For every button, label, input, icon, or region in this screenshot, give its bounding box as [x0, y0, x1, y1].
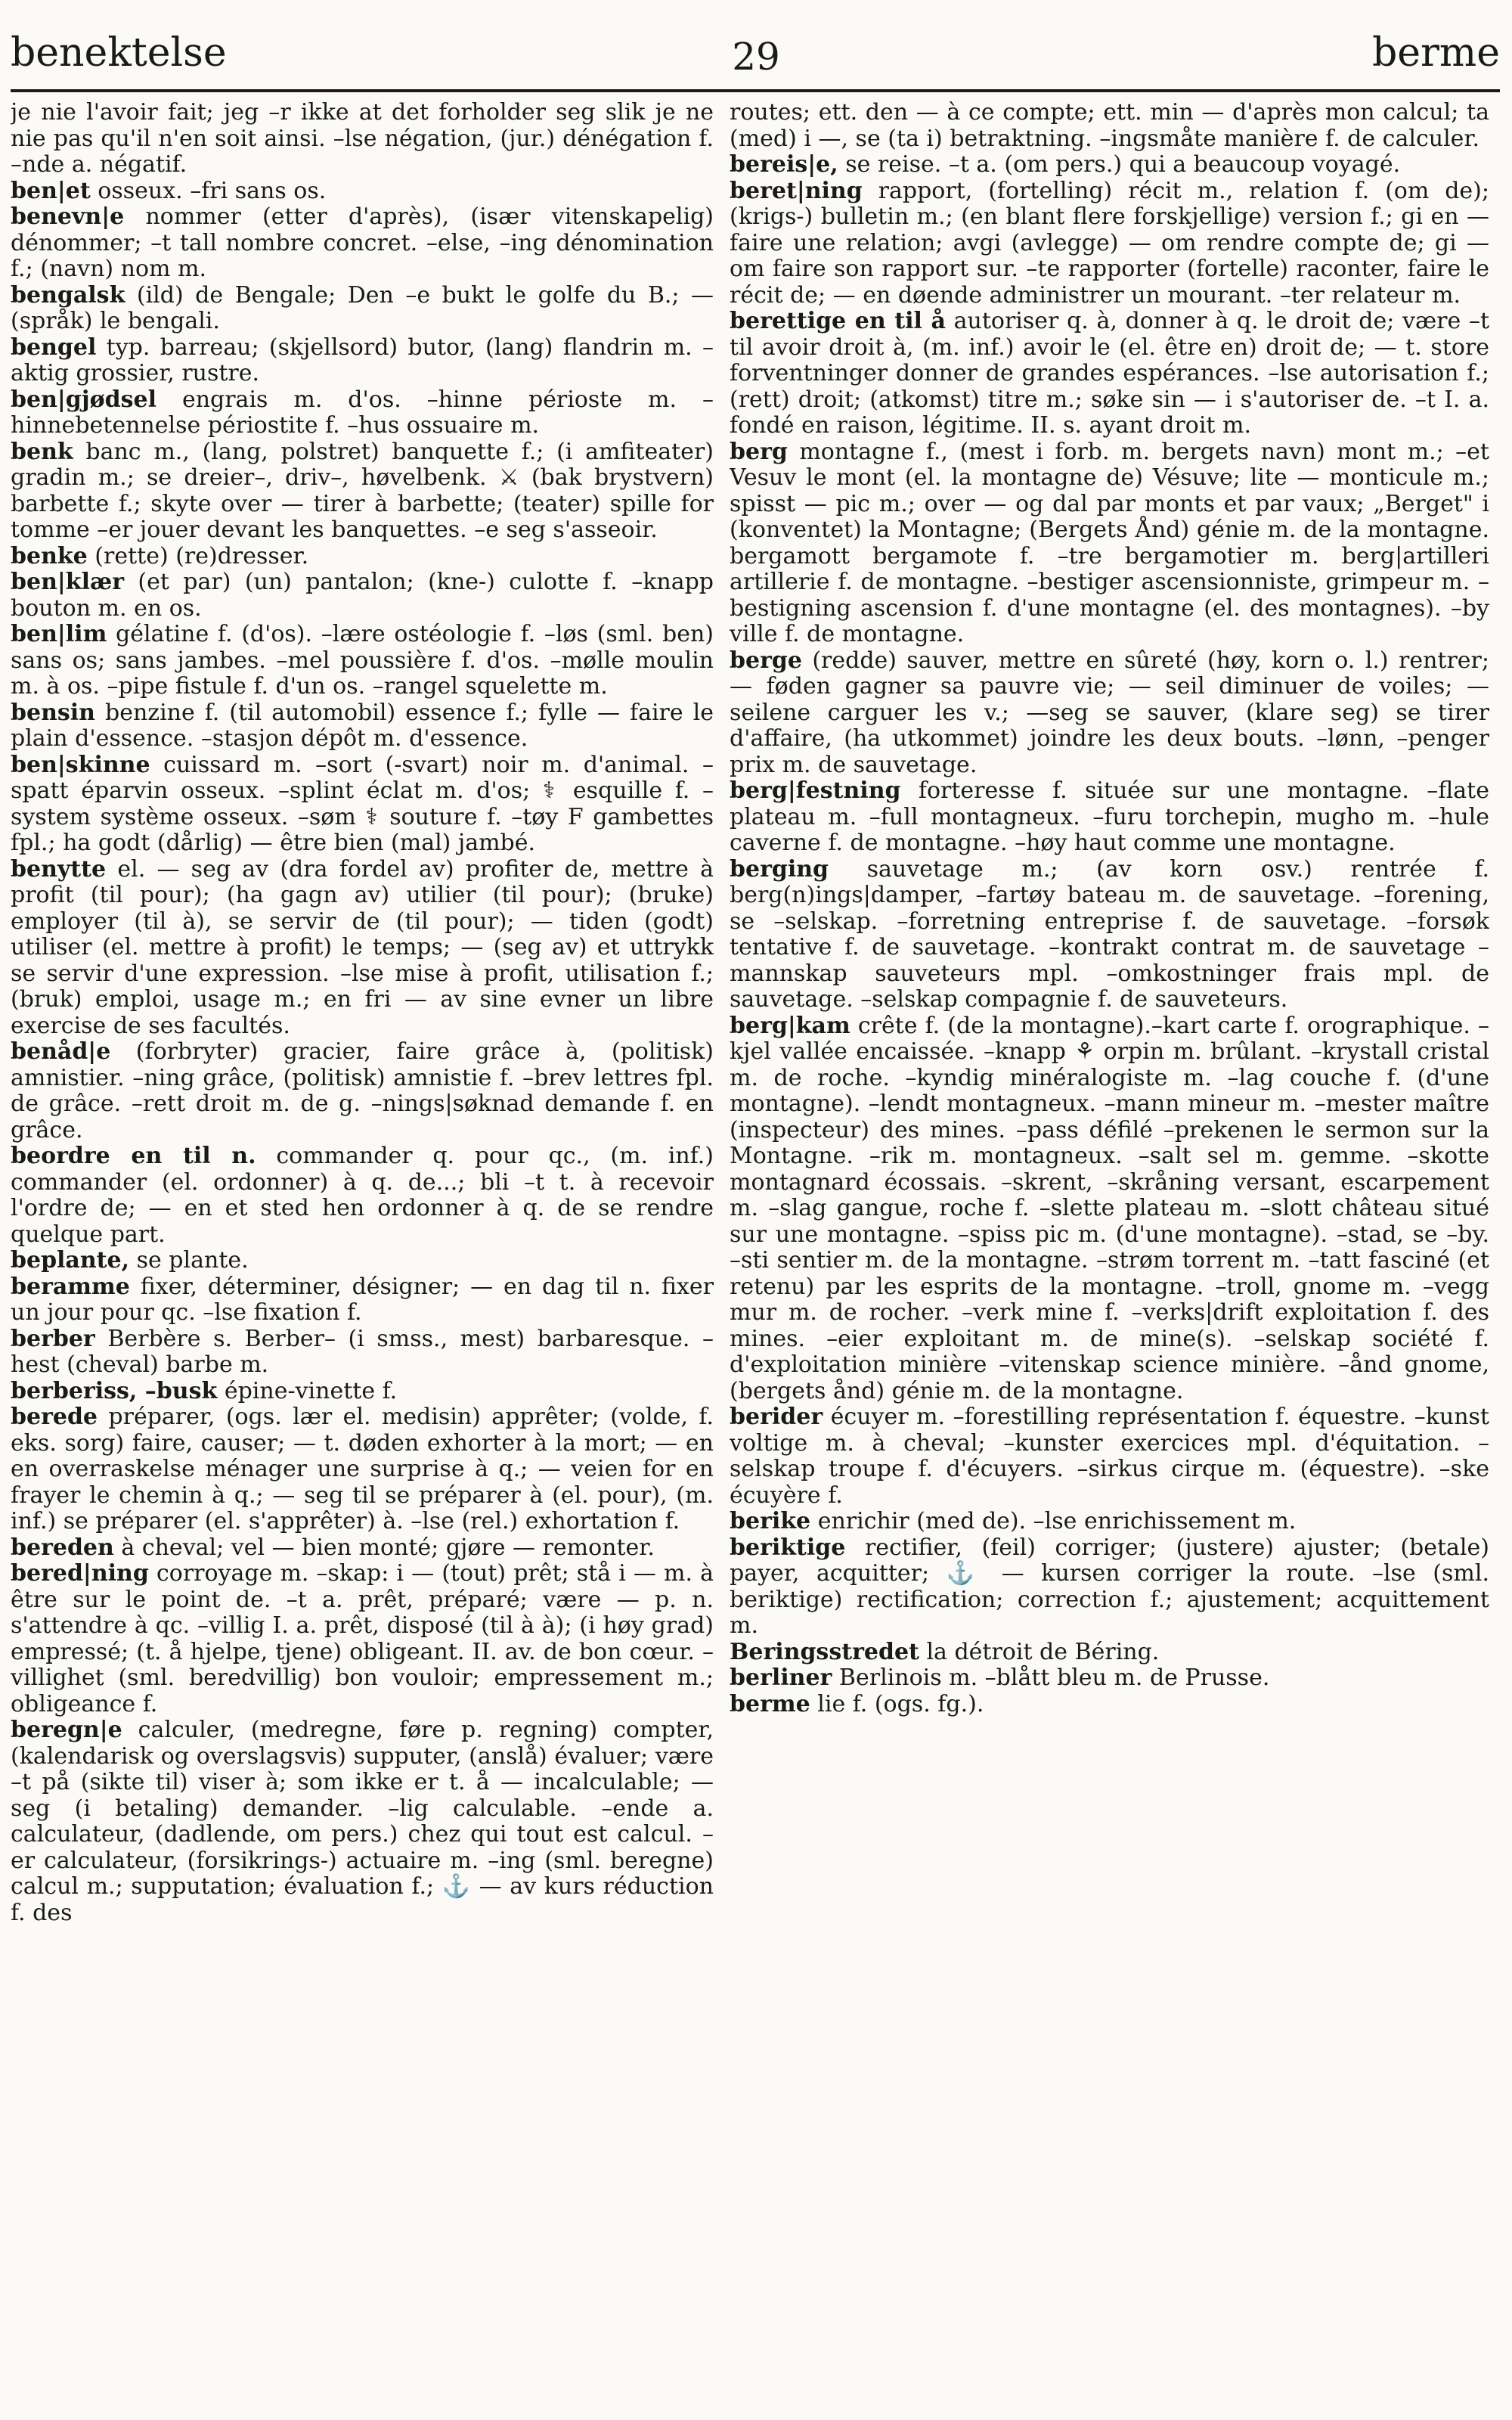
entry-definition: sauvetage m.; (av korn osv.) rentrée f. berg(n)ings|damper, –fartøy bateau m. de sauvetage. –forening, se –selskap. –forretning entreprise f. de sauvetage. –forsøk tentative f. de sauvetage. –kontrakt contrat m. de sauvetage –mannskap sauveteurs mpl. –omkostninger frais mpl. de sauvetage. –selskap compagnie f. de sauveteurs.: [730, 855, 1489, 1013]
entry-headword: berg|kam: [730, 1012, 850, 1039]
header-rule: [11, 89, 1500, 92]
entry-definition: Berbère s. Berber– (i smss., mest) barbaresque. –hest (cheval) barbe m.: [11, 1325, 714, 1378]
dictionary-entry: [730, 1665, 1489, 1692]
entry-definition: cuissard m. –sort (-svart) noir m. d'animal. –spatt éparvin osseux. –splint éclat m. d'os; ⚕ esquille f. –system système osseux. –søm ⚕ souture f. –tøy F gambettes fpl.; ha godt (dårlig) — être bien (mal) jambé.: [11, 751, 714, 856]
entry-definition: Berlinois m. –blått bleu m. de Prusse.: [838, 1665, 1270, 1691]
right-column: [730, 100, 1489, 2361]
entry-definition: je nie l'avoir fait; jeg –r ikke at det forholder seg slik je ne nie pas qu'il n'en soit ainsi. –lse négation, (jur.) dénégation f. –nde a. négatif.: [11, 100, 714, 178]
entry-headword: ben|gjødsel: [11, 386, 156, 413]
dictionary-entry: [11, 283, 714, 335]
entry-headword: beregn|e: [11, 1717, 122, 1743]
entry-headword: benk: [11, 438, 73, 465]
entry-headword: berme: [730, 1690, 810, 1717]
entry-definition: fixer, déterminer, désigner; — en dag til n. fixer un jour pour qc. –lse fixation f.: [11, 1273, 714, 1326]
entry-definition: benzine f. (til automobil) essence f.; fylle — faire le plain d'essence. –stasjon dépôt m. d'essence.: [11, 699, 714, 752]
entry-definition: (ild) de Bengale; Den –e bukt le golfe du B.; — (språk) le bengali.: [11, 281, 714, 334]
entry-definition: préparer, (ogs. lær el. medisin) apprêter; (volde, f. eks. sorg) faire, causer; — t. døden exhorter à la mort; — en en overraskelse ménager une surprise à q.; — veien for en frayer le chemin à q.; — seg til se préparer à (el. pour), (m. inf.) se préparer (el. s'apprêter) à. –lse (rel.) exhortation f.: [11, 1404, 714, 1534]
entry-definition: nommer (etter d'après), (især vitenskapelig) dénommer; –t tall nombre concret. –else, –ing dénomination f.; (navn) nom m.: [11, 203, 714, 282]
dictionary-entry: [730, 778, 1489, 857]
dictionary-entry: [11, 752, 714, 857]
entry-headword: beriktige: [730, 1534, 846, 1561]
dictionary-entry: [730, 1404, 1489, 1509]
entry-headword: bengel: [11, 334, 97, 361]
entry-definition: calculer, (medregne, føre p. regning) compter, (kalendarisk og overslagsvis) supputer, (anslå) évaluer; være –t på (sikte til) viser à; som ikke er t. å — incalculable; — seg (i betaling) demander. –lig calculable. –ende a. calculateur, (dadlende, om pers.) chez qui tout est calcul. –er calculateur, (forsikrings-) actuaire m. –ing (sml. beregne) calcul m.; supputation; évaluation f.; ⚓ — av kurs réduction f. des: [11, 1717, 714, 1926]
entry-definition: commander q. pour qc., (m. inf.) commander (el. ordonner) à q. de...; bli –t t. à recevoir l'ordre de; — en et sted hen ordonner à q. de se rendre quelque part.: [11, 1143, 714, 1248]
dictionary-entry: [11, 1535, 714, 1562]
dictionary-entry: [11, 204, 714, 283]
page-header: [0, 0, 1512, 91]
entry-headword: berg|festning: [730, 777, 901, 804]
entry-headword: benke: [11, 542, 88, 569]
dictionary-entry: [11, 1248, 714, 1274]
entry-headword: berging: [730, 855, 829, 883]
dictionary-entry: [11, 178, 714, 205]
entry-definition: lie f. (ogs. fg.).: [817, 1690, 984, 1717]
dictionary-entry: [11, 1561, 714, 1717]
dictionary-entry: [730, 439, 1489, 648]
entry-definition: crête f. (de la montagne).–kart carte f. orographique. –kjel vallée encaissée. –knapp ⚘ orpin m. brûlant. –krystall cristal m. de roche. –kyndig minéralogiste m. –lag couche f. (d'une montagne). –lendt montagneux. –mann mineur m. –mester maître (inspecteur) des mines. –pass défilé –prekenen le sermon sur la Montagne. –rik m. montagneux. –salt sel m. gemme. –skotte montagnard écossais. –skrent, –skråning versant, escarpement m. –slag gangue, roche f. –slette plateau m. –slott château situé sur une montagne. –spiss pic m. (d'une montagne). –stad, se –by. –sti sentier m. de la montagne. –strøm torrent m. –tatt fasciné (et retenu) par les esprits de la montagne. –troll, gnome m. –vegg mur m. de rocher. –verk mine f. –verks|drift exploitation f. des mines. –eier exploitant m. de mine(s). –selskap société f. d'exploitation minière –vitenskap science minière. –ånd gnome, (bergets ånd) génie m. de la montagne.: [730, 1012, 1489, 1404]
dictionary-entry: [11, 1274, 714, 1326]
entry-definition: el. — seg av (dra fordel av) profiter de, mettre à profit (til pour); (ha gagn av) utilier (til pour); (bruke) employer (til à), se servir de (til pour); — tiden (godt) utiliser (el. mettre à profit) le temps; — (seg av) et uttrykk se servir d'une expression. –lse mise à profit, utilisation f.; (bruk) emploi, usage m.; en fri — av sine evner un libre exercise de ses facultés.: [11, 855, 714, 1039]
entry-definition: écuyer m. –forestilling représentation f. équestre. –kunst voltige m. à cheval; –kunster exercices mpl. d'équitation. –selskap troupe f. d'écuyers. –sirkus cirque m. (équestre). –ske écuyère f.: [730, 1404, 1489, 1509]
entry-headword: beplante,: [11, 1247, 130, 1274]
entry-headword: bereden: [11, 1534, 114, 1561]
entry-headword: berettige en til å: [730, 308, 946, 334]
entry-headword: berliner: [730, 1665, 832, 1691]
running-head-right: berme: [1372, 30, 1500, 76]
dictionary-entry: [11, 1379, 714, 1405]
entry-definition: routes; ett. den — à ce compte; ett. min — d'après mon calcul; ta (med) i —, se (ta i) betraktning. –ingsmåte manière f. de calculer.: [730, 100, 1489, 152]
entry-headword: bensin: [11, 699, 95, 726]
entry-definition: rectifier, (feil) corriger; (justere) ajuster; (betale) payer, acquitter; ⚓ — kursen corriger la route. –lse (sml. beriktige) rectification; correction f.; ajustement; acquittement m.: [730, 1534, 1489, 1639]
entry-definition: épine-vinette f.: [224, 1377, 398, 1404]
entry-definition: (forbryter) gracier, faire grâce à, (politisk) amnistier. –ning grâce, (politisk) amnistie f. –brev lettres fpl. de grâce. –rett droit m. de g. –nings|søknad demande f. en grâce.: [11, 1038, 714, 1143]
dictionary-entry: [730, 309, 1489, 439]
dictionary-entry: [730, 100, 1489, 152]
dictionary-entry: [11, 1404, 714, 1535]
running-head-left: benektelse: [11, 30, 227, 76]
entry-definition: la détroit de Béring.: [926, 1638, 1160, 1665]
entry-headword: berber: [11, 1325, 95, 1352]
dictionary-entry: [730, 1509, 1489, 1535]
dictionary-entry: [11, 1326, 714, 1379]
dictionary-entry: [730, 857, 1489, 1013]
entry-headword: bereis|e,: [730, 151, 838, 178]
dictionary-entry: [11, 1717, 714, 1926]
entry-definition: rapport, (fortelling) récit m., relation f. (om de); (krigs-) bulletin m.; (en blant flere forskjellige) version f.; gi en — faire une relation; avgi (avlegge) — om rendre compte de; gi — om faire son rapport sur. –te rapporter (fortelle) raconter, faire le récit de; — en døende administrer un mourant. –ter relateur m.: [730, 177, 1489, 309]
entry-definition: enrichir (med de). –lse enrichissement m.: [817, 1508, 1297, 1534]
entry-definition: montagne f., (mest i forb. m. bergets navn) mont m.; –et Vesuv le mont (el. la montagne de) Vésuve; lite — monticule m.; spisst — pic m.; over — og dal par monts et par vaux; „Berget" i (konventet) la Montagne; (Bergets Ånd) génie m. de la montagne. bergamott bergamote f. –tre bergamotier m. berg|artilleri artillerie f. de montagne. –bestiger ascensionniste, grimpeur m. –bestigning ascension f. d'une montagne (el. des montagnes). –by ville f. de montagne.: [730, 438, 1489, 647]
dictionary-entry: [730, 648, 1489, 779]
dictionary-entry: [11, 387, 714, 439]
entry-headword: beordre en til n.: [11, 1143, 256, 1169]
entry-headword: ben|et: [11, 177, 91, 204]
entry-headword: berike: [730, 1508, 811, 1534]
entry-headword: berede: [11, 1404, 98, 1430]
dictionary-entry: [11, 569, 714, 622]
entry-headword: bered|ning: [11, 1560, 149, 1587]
entry-definition: (redde) sauver, mettre en sûreté (høy, korn o. l.) rentrer; — føden gagner sa pauvre vie; — seil diminuer de voiles; — seilene carguer les v.; —seg se sauver, (klare seg) se tirer d'affaire, (ha utkommet) joindre les deux bouts. –lønn, –penger prix m. de sauvetage.: [730, 647, 1489, 778]
dictionary-entry: [730, 152, 1489, 178]
dictionary-entry: [11, 1143, 714, 1248]
dictionary-entry: [730, 1013, 1489, 1405]
entry-headword: berberiss, –busk: [11, 1377, 218, 1404]
dictionary-entry: [11, 439, 714, 544]
entry-headword: beramme: [11, 1273, 130, 1300]
entry-headword: ben|lim: [11, 621, 107, 647]
entry-headword: benytte: [11, 855, 107, 883]
entry-definition: (et par) (un) pantalon; (kne-) culotte f. –knapp bouton m. en os.: [11, 569, 714, 622]
entry-definition: typ. barreau; (skjellsord) butor, (lang) flandrin m. –aktig grossier, rustre.: [11, 334, 714, 386]
entry-headword: beret|ning: [730, 177, 863, 204]
entry-headword: benåd|e: [11, 1038, 111, 1065]
page-number: 29: [732, 35, 780, 79]
entry-definition: se plante.: [136, 1247, 249, 1274]
dictionary-entry: [730, 1535, 1489, 1640]
entry-definition: gélatine f. (d'os). –lære ostéologie f. –løs (sml. ben) sans os; sans jambes. –mel poussière f. d'os. –mølle moulin m. à os. –pipe fistule f. d'un os. –rangel squelette m.: [11, 621, 714, 700]
dictionary-entry: [11, 622, 714, 700]
entry-definition: corroyage m. –skap: i — (tout) prêt; stå i — m. à être sur le point de. –t a. prêt, préparé; være — p. n. s'attendre à qc. –villig I. a. prêt, disposé (til à à); (i høy grad) empressé; (t. å hjelpe, tjene) obligeant. II. av. de bon cœur. –villighet (sml. beredvillig) bon vouloir; empressement m.; obligeance f.: [11, 1560, 714, 1717]
entry-headword: berge: [730, 647, 802, 674]
entry-headword: ben|klær: [11, 569, 125, 595]
dictionary-entry: [11, 700, 714, 752]
entry-headword: berg: [730, 438, 788, 465]
entry-definition: (rette) (re)dresser.: [94, 542, 309, 569]
dictionary-entry: [11, 335, 714, 387]
dictionary-entry: [730, 1692, 1489, 1718]
entry-headword: benevn|e: [11, 203, 125, 230]
entry-definition: à cheval; vel — bien monté; gjøre — remonter.: [121, 1534, 655, 1561]
dictionary-entry: [11, 100, 714, 178]
entry-headword: ben|skinne: [11, 751, 150, 778]
entry-definition: forteresse f. située sur une montagne. –flate plateau m. –full montagneux. –furu torchepin, mugho m. –hule caverne f. de montagne. –høy haut comme une montagne.: [730, 777, 1489, 856]
entry-definition: engrais m. d'os. –hinne périoste m. –hinnebetennelse périostite f. –hus ossuaire m.: [11, 386, 714, 439]
entry-definition: osseux. –fri sans os.: [98, 177, 327, 204]
dictionary-entry: [11, 544, 714, 570]
entry-headword: bengalsk: [11, 281, 125, 309]
dictionary-entry: [11, 1039, 714, 1143]
entry-headword: berider: [730, 1404, 823, 1430]
entry-definition: banc m., (lang, polstret) banquette f.; (i amfiteater) gradin m.; se dreier–, driv–, høvelbenk. ⚔ (bak brystvern) barbette f.; skyte over — tirer à barbette; (teater) spille for tomme –er jouer devant les banquettes. –e seg s'asseoir.: [11, 438, 714, 543]
dictionary-entry: [11, 857, 714, 1040]
entry-definition: se reise. –t a. (om pers.) qui a beaucoup voyagé.: [845, 151, 1401, 178]
dictionary-entry: [730, 178, 1489, 309]
entry-headword: Beringsstredet: [730, 1638, 919, 1665]
dictionary-entry: [730, 1640, 1489, 1666]
left-column: [11, 100, 714, 2361]
entry-definition: autoriser q. à, donner à q. le droit de; være –t til avoir droit à, (m. inf.) avoir le (el. être en) droit de; — t. store forventninger donner de grandes espérances. –lse autorisation f.; (rett) droit; (atkomst) titre m.; søke sin — i s'autoriser de. –t I. a. fondé en raison, légitime. II. s. ayant droit m.: [730, 308, 1489, 439]
